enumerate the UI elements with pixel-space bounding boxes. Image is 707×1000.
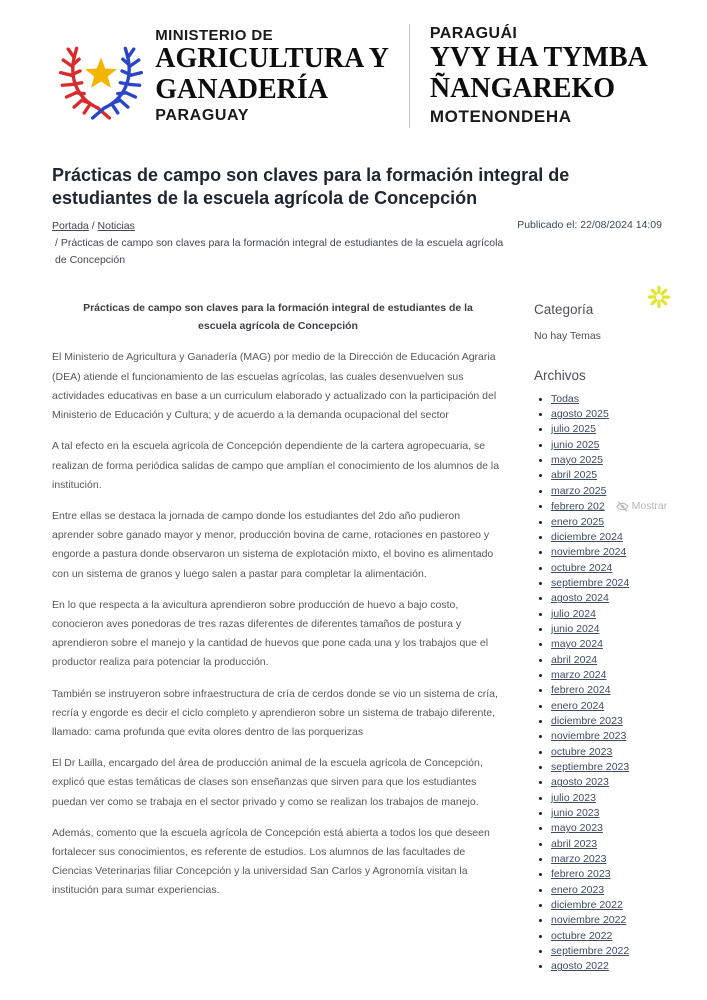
star-icon [85,58,117,88]
archive-item [551,453,667,468]
archive-link[interactable]: octubre 2024 [551,561,613,574]
archive-link[interactable]: julio 2023 [551,791,596,804]
archive-item [551,683,667,698]
archive-link[interactable]: septiembre 2023 [551,761,630,774]
header-divider [409,24,410,128]
archive-link[interactable]: junio 2024 [551,623,600,636]
archive-link[interactable]: Todas [551,392,580,405]
breadcrumb-separator: / [88,220,98,233]
archive-link[interactable]: abril 2025 [551,469,598,482]
archive-item [551,438,667,453]
archive-link[interactable]: marzo 2023 [551,853,607,866]
breadcrumb-link[interactable]: Portada [52,220,89,233]
archive-item [551,392,667,407]
guarani-line-1: PARAGUÁI [429,25,518,43]
archive-item [551,714,667,729]
archive-item [551,760,667,775]
category-empty-text: No hay Temas [534,329,601,342]
archive-item [551,607,667,622]
archive-link[interactable]: mayo 2023 [551,822,603,835]
archive-link[interactable]: septiembre 2022 [551,945,630,957]
meta-row [52,218,662,268]
archive-link[interactable]: mayo 2024 [551,638,603,651]
archive-link[interactable]: agosto 2024 [551,592,609,605]
archive-item [551,699,667,714]
archive-item [551,515,667,530]
ministry-line-1: MINISTERIO DE [155,26,273,44]
show-tooltip-label: Mostrar [631,500,668,513]
article-paragraph: En lo que respecta a la avicultura aprendieron sobre producción de huevo a bajo costo, conocieron aves ponedoras de tres razas diferentes de diferentes tamaños de postura y aprendieron sobre el manejo y la cantidad de huevos que pone cada una y los trabajos que el productor realiza para potenciar la producción. [52,598,489,669]
ministry-line-2: AGRICULTURA Y [155,42,389,74]
archive-link[interactable]: agosto 2022 [551,960,609,973]
archive-item [551,821,667,836]
category-heading: Categoría [534,301,594,317]
site-header [0,0,707,128]
archive-link[interactable]: noviembre 2023 [551,730,627,743]
archive-item [551,561,667,576]
archive-link[interactable]: mayo 2025 [551,454,603,467]
archive-link[interactable]: enero 2024 [551,699,605,712]
archive-link[interactable]: julio 2024 [551,607,596,620]
archive-item [551,745,667,760]
archive-item [551,468,667,483]
archive-item [551,929,667,944]
archive-link[interactable]: septiembre 2024 [551,577,630,590]
archive-link[interactable]: abril 2023 [551,837,598,850]
archive-item [551,622,667,637]
archives-heading: Archivos [534,367,586,383]
archive-item [551,484,667,499]
archive-item [551,637,667,652]
eye-off-icon [616,500,629,513]
archive-link[interactable]: noviembre 2024 [551,546,627,559]
breadcrumb-current: / Prácticas de campo son claves para la formación integral de estudiantes de la escuela agrícola de Concepción [55,237,504,266]
sidebar [534,299,667,975]
archive-link[interactable]: junio 2025 [551,438,600,451]
archive-item [551,959,667,974]
show-tooltip[interactable] [616,499,668,514]
archive-link[interactable]: octubre 2023 [551,745,613,758]
guarani-title-block [430,25,648,127]
ministry-line-4: PARAGUAY [155,107,249,125]
archive-item [551,729,667,744]
archive-link[interactable]: agosto 2023 [551,776,609,789]
ministry-line-3: GANADERÍA [155,73,328,105]
archive-item [551,852,667,867]
article-paragraph: A tal efecto en la escuela agrícola de Concepción dependiente de la cartera agropecuaria, se realizan de forma periódica salidas de campo que amplían el conocimiento de los alumnos de la institución. [52,440,500,491]
article-paragraph: El Ministerio de Agricultura y Ganadería (MAG) por medio de la Dirección de Educación Agraria (DEA) atiende el funcionamiento de las escuelas agrícolas, las cuales desenvuelven sus actividades educativas en base a un curriculum elaborado y actualizado con la participación del Ministerio de Educación y Cultura; y de acuerdo a la demanda ocupacional del sector [52,351,497,422]
archive-link[interactable]: diciembre 2024 [551,531,623,544]
article-paragraph: El Dr Lailla, encargado del área de producción animal de la escuela agrícola de Concepción, explicó que estas temáticas de clases son enseñanzas que sirven para que los estudiantes puedan ver como se trabaja en el sector privado y como se realizan los trabajos de manejo. [52,757,483,808]
article-paragraph: También se instruyeron sobre infraestructura de cría de cerdos donde se vio un sistema de cría, recría y engorde es decir el ciclo completo y aprendieron sobre un sistema de trabajo diferente, llamado: cama profunda que evita olores dentro de las porquerizas [52,687,498,738]
guarani-line-2: YVY HA TYMBA [429,42,648,74]
asterisk-icon[interactable] [647,285,671,309]
article-paragraph: Además, comento que la escuela agrícola de Concepción está abierta a todos los que deseen fortalecer sus conocimientos, es referente de estudios. Los alumnos de las facultades de Ciencias Veterinarias filiar Concepción y la universidad San Carlos y Agronomía visitan la institución para sumar experiencias. [52,826,490,897]
archive-item [551,576,667,591]
archive-item [551,913,667,928]
archive-link[interactable]: abril 2024 [551,653,598,666]
archive-item [551,530,667,545]
archive-link[interactable]: marzo 2025 [551,484,607,497]
article-heading: Prácticas de campo son claves para la formación integral de estudiantes de la escuela agrícola de Concepción [83,301,473,333]
archive-item [551,591,667,606]
guarani-line-4: MOTENONDEHA [429,106,572,126]
archive-item [551,944,667,959]
guarani-line-3: ÑANGAREKO [429,73,616,104]
archive-link[interactable]: febrero 2023 [551,868,611,881]
archive-item [551,883,667,898]
archives-list [534,392,667,975]
archive-item [551,775,667,790]
archive-item [551,545,667,560]
archive-link[interactable]: octubre 2022 [551,929,613,942]
article [52,299,504,975]
breadcrumb-link[interactable]: Noticias [97,220,135,233]
archive-link[interactable]: enero 2025 [551,515,605,528]
archive-link[interactable]: julio 2025 [551,423,596,436]
published-date: Publicado el: 22/08/2024 14:09 [517,219,662,232]
archive-item [551,867,667,882]
archive-item [551,791,667,806]
archive-link[interactable]: diciembre 2023 [551,715,623,728]
archive-item [551,806,667,821]
ministry-title-block [155,27,389,126]
archive-link[interactable]: febrero 202 [551,500,605,513]
archive-item [551,499,667,515]
content-area [52,299,668,975]
archive-item [551,837,667,852]
archive-link[interactable]: junio 2023 [551,807,600,820]
article-paragraph: Entre ellas se destaca la jornada de campo donde los estudiantes del 2do año pudieron aprender sobre ganado mayor y menor, producción bovina de carne, rotaciones en pastoreo y engorde a pastura donde observaron un sistema de explotación mixto, el bovino es alimentado con un sistema de granos y luego salen a pastar para completar la alimentación. [52,509,494,580]
archive-link[interactable]: agosto 2025 [551,408,609,421]
archive-item [551,407,667,422]
archive-link[interactable]: marzo 2024 [551,669,607,682]
article-body [52,348,504,900]
archive-link[interactable]: enero 2023 [551,883,605,896]
archive-item [551,422,667,437]
archive-item [551,898,667,913]
archive-link[interactable]: diciembre 2022 [551,899,623,912]
archive-item [551,653,667,668]
archive-link[interactable]: noviembre 2022 [551,914,627,927]
paraguay-coat-of-arms-logo [59,24,143,128]
breadcrumb [52,218,504,268]
archive-link[interactable]: febrero 2024 [551,684,611,697]
archive-item [551,668,667,683]
page-title: Prácticas de campo son claves para la formación integral de estudiantes de la escuela agrícola de Concepción [52,165,570,208]
